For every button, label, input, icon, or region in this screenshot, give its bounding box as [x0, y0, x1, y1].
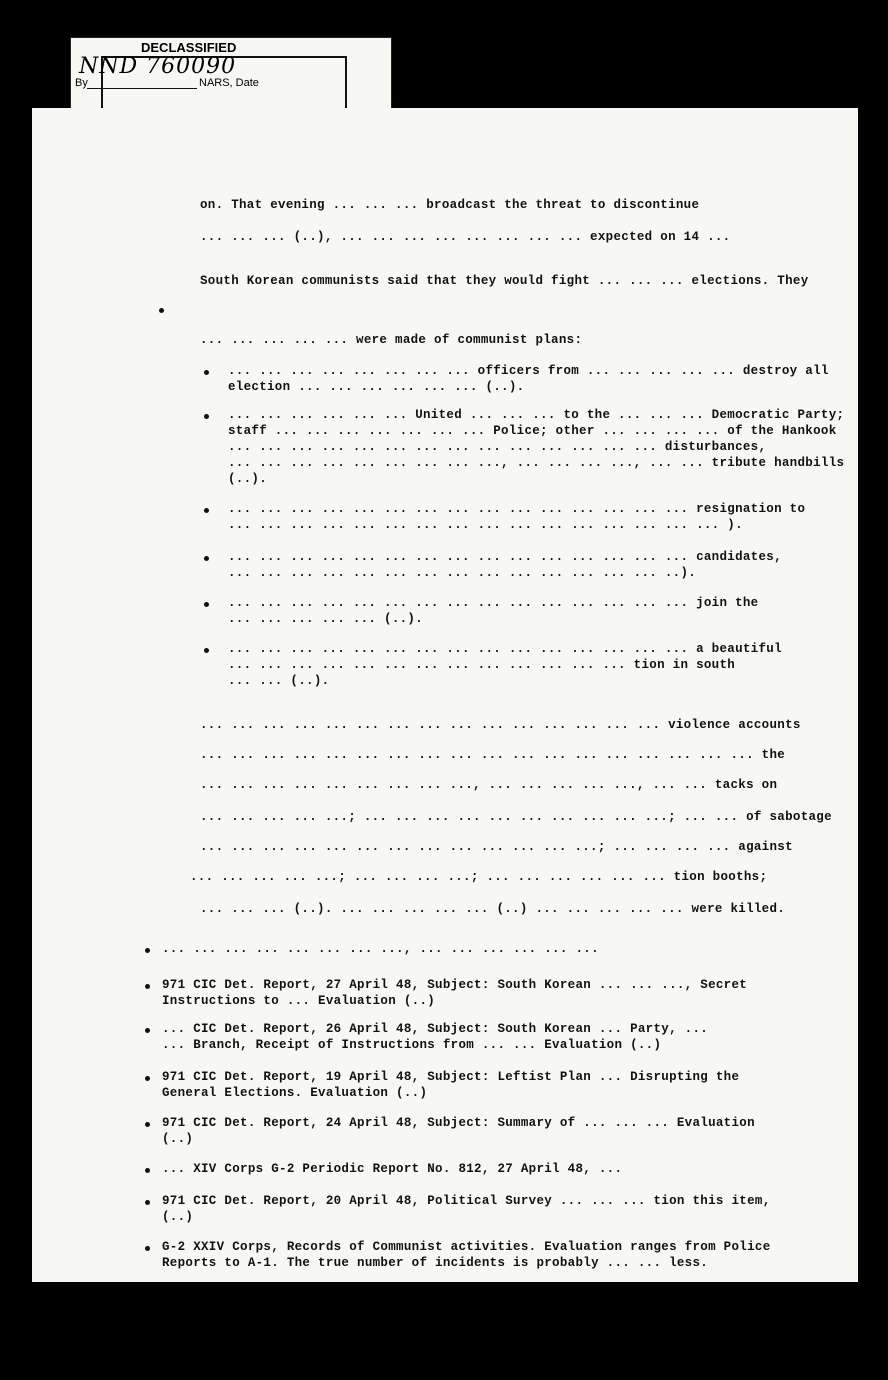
- footnote: 971 CIC Det. Report, 20 April 48, Political Survey ... ... ... tion this item,: [162, 1194, 771, 1208]
- list-item: ... ... ... ... ... ... ... ... officers from ... ... ... ... ... destroy all: [228, 364, 829, 378]
- footnote: G-2 XXIV Corps, Records of Communist activities. Evaluation ranges from Police: [162, 1240, 771, 1254]
- bullet: [204, 648, 209, 653]
- footnote: 971 CIC Det. Report, 19 April 48, Subject: Leftist Plan ... Disrupting the: [162, 1070, 740, 1084]
- body-line: ... ... ... ... ... ... ... ... ... ... ... ... ... ... ... violence accounts: [200, 718, 801, 732]
- body-line: ... ... ... ... ... ... ... ... ... ... ... ... ... ... ... ... ... ... the: [200, 748, 786, 762]
- list-item: ... ... ... ... ... ... ... ... ... ... ... ... ... ... ... ... ).: [228, 518, 743, 532]
- list-item: ... ... ... ... ... ... ... ... ... ... ... ... ... ... ... candidates,: [228, 550, 782, 564]
- footnote: ... Branch, Receipt of Instructions from ... ... Evaluation (..): [162, 1038, 662, 1052]
- body-line: ... ... ... ... ...; ... ... ... ...; ... ... ... ... ... ... tion booths;: [190, 870, 768, 884]
- footnote: General Elections. Evaluation (..): [162, 1086, 428, 1100]
- footnote-bullet: [145, 948, 150, 953]
- footnote-bullet: [145, 1028, 150, 1033]
- stamp-signature-line: [87, 88, 197, 89]
- list-item: ... ... ... ... ... ... ... ... ... ... ... ... ... ... ... resignation to: [228, 502, 806, 516]
- body-line: ... ... ... ... ... were made of communist plans:: [200, 333, 583, 347]
- list-item: ... ... ... ... ... ... ... ... ... ... ... ... ... tion in south: [228, 658, 736, 672]
- footnote-bullet: [145, 1122, 150, 1127]
- body-line: ... ... ... (..). ... ... ... ... ... (..) ... ... ... ... ... were killed.: [200, 902, 786, 916]
- footnote: (..): [162, 1132, 194, 1146]
- list-item: ... ... ... ... ... ... United ... ... ... to the ... ... ... Democratic Party;: [228, 408, 845, 422]
- stamp-nars-label: NARS, Date: [199, 77, 259, 89]
- footnote: (..): [162, 1210, 194, 1224]
- list-item: election ... ... ... ... ... ... (..).: [228, 380, 525, 394]
- list-item: ... ... ... ... ... ... ... ... ... ... ... ... ... ... disturbances,: [228, 440, 767, 454]
- footnote-bullet: [145, 1200, 150, 1205]
- footnote: 971 CIC Det. Report, 24 April 48, Subject: Summary of ... ... ... Evaluation: [162, 1116, 755, 1130]
- list-item: ... ... (..).: [228, 674, 330, 688]
- stray-mark: [159, 308, 164, 313]
- footnote-bullet: [145, 1168, 150, 1173]
- list-item: staff ... ... ... ... ... ... ... Police; other ... ... ... ... of the Hankook: [228, 424, 837, 438]
- footnote: 971 CIC Det. Report, 27 April 48, Subject: South Korean ... ... ..., Secret: [162, 978, 748, 992]
- bullet: [204, 556, 209, 561]
- list-item: (..).: [228, 472, 268, 486]
- body-line: ... ... ... (..), ... ... ... ... ... ... ... ... expected on 14 ...: [200, 230, 731, 244]
- body-line: South Korean communists said that they would fight ... ... ... elections. They: [200, 274, 809, 288]
- footnote-bullet: [145, 984, 150, 989]
- list-item: ... ... ... ... ... ... ... ... ... ... ... ... ... ... ... join the: [228, 596, 759, 610]
- body-line: ... ... ... ... ...; ... ... ... ... ... ... ... ... ... ...; ... ... of sabotage: [200, 810, 832, 824]
- list-item: ... ... ... ... ... ... ... ... ... ... ... ... ... ... ... a beautiful: [228, 642, 782, 656]
- list-item: ... ... ... ... ... ... ... ... ..., ... ... ... ..., ... ... tribute handbills: [228, 456, 845, 470]
- bullet: [204, 508, 209, 513]
- footnote: ... ... ... ... ... ... ... ..., ... ... ... ... ... ...: [162, 942, 599, 956]
- body-line: ... ... ... ... ... ... ... ... ..., ... ... ... ... ..., ... ... tacks on: [200, 778, 778, 792]
- bullet: [204, 602, 209, 607]
- list-item: ... ... ... ... ... (..).: [228, 612, 424, 626]
- document-page: [32, 108, 858, 1282]
- bullet: [204, 414, 209, 419]
- declassification-stamp: [70, 37, 392, 114]
- footnote: Reports to A-1. The true number of incidents is probably ... ... less.: [162, 1256, 709, 1270]
- footnote: ... XIV Corps G-2 Periodic Report No. 812, 27 April 48, ...: [162, 1162, 623, 1176]
- stamp-by-label: By: [75, 77, 88, 89]
- list-item: ... ... ... ... ... ... ... ... ... ... ... ... ... ... ..).: [228, 566, 697, 580]
- footnote: ... CIC Det. Report, 26 April 48, Subject: South Korean ... Party, ...: [162, 1022, 709, 1036]
- body-line: on. That evening ... ... ... broadcast the threat to discontinue: [200, 198, 700, 212]
- bullet: [204, 370, 209, 375]
- body-line: ... ... ... ... ... ... ... ... ... ... ... ... ...; ... ... ... ... against: [200, 840, 793, 854]
- stamp-authority: NND 760090: [79, 54, 237, 79]
- stamp-title: DECLASSIFIED: [141, 40, 237, 55]
- footnote-bullet: [145, 1246, 150, 1251]
- footnote: Instructions to ... Evaluation (..): [162, 994, 436, 1008]
- footnote-bullet: [145, 1076, 150, 1081]
